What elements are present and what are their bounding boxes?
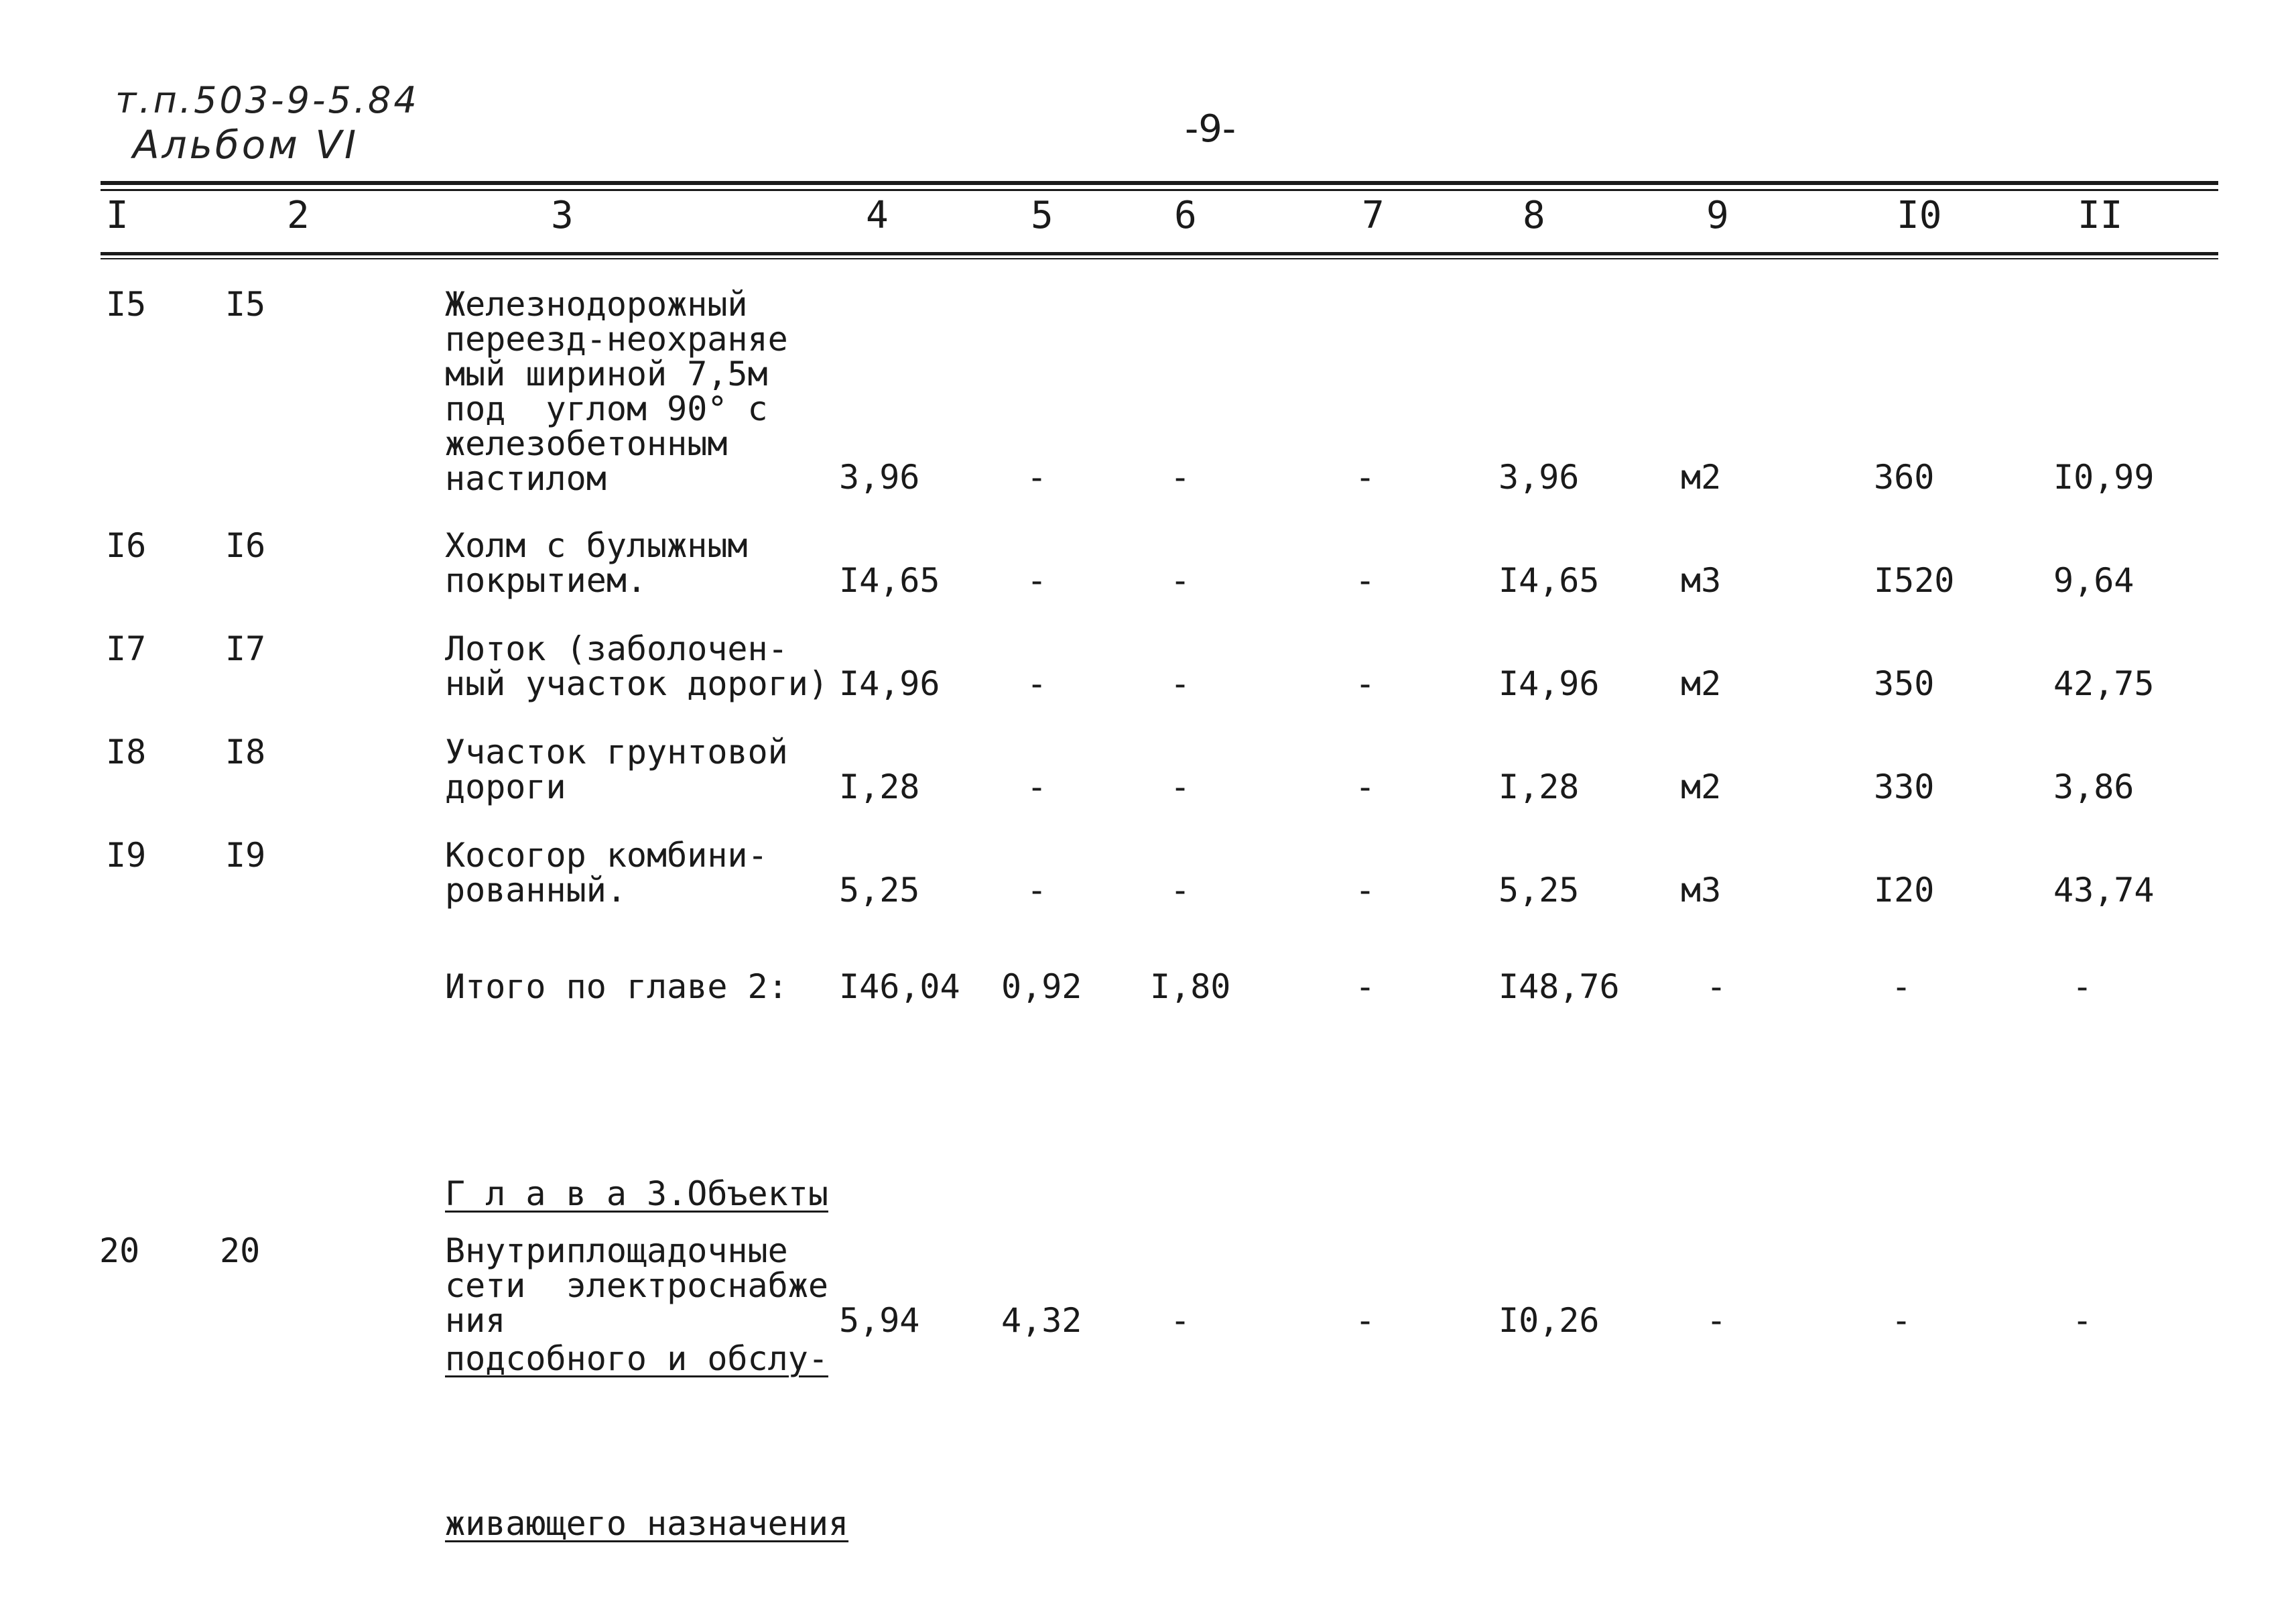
column-header-9: 9 bbox=[1706, 194, 1729, 237]
cell-col4: 5,25 bbox=[839, 871, 920, 910]
top-rule bbox=[101, 181, 2218, 185]
total-label: Итого по главе 2: bbox=[445, 967, 788, 1006]
row-position: I8 bbox=[225, 733, 266, 771]
cell-col11: 9,64 bbox=[2053, 561, 2134, 600]
cell-col10: 330 bbox=[1874, 767, 1935, 806]
row-description: Внутриплощадочные сети электроснабже ния bbox=[445, 1231, 828, 1340]
total-col9: - bbox=[1706, 967, 1727, 1006]
cell-col6: - bbox=[1170, 767, 1191, 806]
cell-col9-unit: м2 bbox=[1681, 767, 1722, 806]
total-col10: - bbox=[1891, 967, 1912, 1006]
page-number: -9- bbox=[1185, 107, 1236, 151]
row-position: I9 bbox=[225, 836, 266, 875]
cell-col5: - bbox=[1027, 561, 1047, 600]
cell-col8: I4,96 bbox=[1498, 664, 1600, 703]
row-position: I7 bbox=[225, 629, 266, 668]
cell-col11: 3,86 bbox=[2053, 767, 2134, 806]
cell-col8: I4,65 bbox=[1498, 561, 1600, 600]
row-description: Холм с булыжным покрытием. bbox=[445, 526, 748, 600]
cell-col5: - bbox=[1027, 458, 1047, 497]
cell-col10: 350 bbox=[1874, 664, 1935, 703]
column-header-2: 2 bbox=[287, 194, 310, 237]
cell-col7: - bbox=[1355, 1301, 1376, 1340]
cell-col5: - bbox=[1027, 767, 1047, 806]
cell-col10: I520 bbox=[1874, 561, 1955, 600]
cell-col7: - bbox=[1355, 664, 1376, 703]
total-col8: I48,76 bbox=[1498, 967, 1620, 1006]
column-header-1: I bbox=[106, 194, 129, 237]
cell-col7: - bbox=[1355, 871, 1376, 910]
row-description: Железнодорожный переезд-неохраняе мый шириной 7,5м под углом 90° с железобетонным настилом bbox=[445, 285, 788, 498]
cell-col7: - bbox=[1355, 561, 1376, 600]
row-number: I5 bbox=[106, 285, 147, 324]
cell-col6: - bbox=[1170, 561, 1191, 600]
cell-col4: 5,94 bbox=[839, 1301, 920, 1340]
cell-col9: - bbox=[1706, 1301, 1727, 1340]
cell-col4: I,28 bbox=[839, 767, 920, 806]
total-col11: - bbox=[2072, 967, 2093, 1006]
column-header-10: I0 bbox=[1897, 194, 1942, 237]
cell-col6: - bbox=[1170, 458, 1191, 497]
cell-col6: - bbox=[1170, 664, 1191, 703]
cell-col11: 42,75 bbox=[2053, 664, 2155, 703]
row-description: Участок грунтовой дороги bbox=[445, 733, 788, 806]
cell-col4: I4,65 bbox=[839, 561, 940, 600]
cell-col8: I,28 bbox=[1498, 767, 1580, 806]
cell-col8: 3,96 bbox=[1498, 458, 1580, 497]
cell-col9-unit: м2 bbox=[1681, 664, 1722, 703]
row-number: I9 bbox=[106, 836, 147, 875]
cell-col9-unit: м2 bbox=[1681, 458, 1722, 497]
cell-col11: I0,99 bbox=[2053, 458, 2155, 497]
chapter-heading: Г л а в а 3.Объекты подсобного и обслу- живающего назначения bbox=[445, 1174, 849, 1543]
column-header-5: 5 bbox=[1031, 194, 1054, 237]
row-number: 20 bbox=[99, 1231, 140, 1270]
document-code: т.п.503-9-5.84 bbox=[115, 79, 420, 121]
cell-col5: 4,32 bbox=[1001, 1301, 1082, 1340]
cell-col4: 3,96 bbox=[839, 458, 920, 497]
row-position: 20 bbox=[220, 1231, 261, 1270]
cell-col11: 43,74 bbox=[2053, 871, 2155, 910]
column-header-8: 8 bbox=[1523, 194, 1545, 237]
row-number: I6 bbox=[106, 526, 147, 565]
header-rule bbox=[101, 252, 2218, 255]
column-header-6: 6 bbox=[1174, 194, 1197, 237]
row-description: Лоток (заболочен- ный участок дороги) bbox=[445, 629, 828, 703]
cell-col9-unit: м3 bbox=[1681, 871, 1722, 910]
album-label: Альбом VI bbox=[133, 122, 359, 168]
column-header-3: 3 bbox=[551, 194, 574, 237]
row-position: I6 bbox=[225, 526, 266, 565]
total-col7: - bbox=[1355, 967, 1376, 1006]
column-header-11: II bbox=[2078, 194, 2123, 237]
cell-col7: - bbox=[1355, 767, 1376, 806]
column-header-4: 4 bbox=[866, 194, 889, 237]
top-rule-thin bbox=[101, 189, 2218, 191]
cell-col5: - bbox=[1027, 871, 1047, 910]
cell-col7: - bbox=[1355, 458, 1376, 497]
row-position: I5 bbox=[225, 285, 266, 324]
row-number: I7 bbox=[106, 629, 147, 668]
cell-col8: 5,25 bbox=[1498, 871, 1580, 910]
header-rule-thin bbox=[101, 258, 2218, 259]
cell-col10: 360 bbox=[1874, 458, 1935, 497]
row-description: Косогор комбини- рованный. bbox=[445, 836, 768, 910]
cell-col10: - bbox=[1891, 1301, 1912, 1340]
cell-col10: I20 bbox=[1874, 871, 1935, 910]
cell-col6: - bbox=[1170, 871, 1191, 910]
total-col6: I,80 bbox=[1150, 967, 1231, 1006]
cell-col11: - bbox=[2072, 1301, 2093, 1340]
total-col4: I46,04 bbox=[839, 967, 960, 1006]
row-number: I8 bbox=[106, 733, 147, 771]
cell-col6: - bbox=[1170, 1301, 1191, 1340]
column-header-7: 7 bbox=[1362, 194, 1385, 237]
cell-col8: I0,26 bbox=[1498, 1301, 1600, 1340]
cell-col4: I4,96 bbox=[839, 664, 940, 703]
cell-col9-unit: м3 bbox=[1681, 561, 1722, 600]
total-col5: 0,92 bbox=[1001, 967, 1082, 1006]
cell-col5: - bbox=[1027, 664, 1047, 703]
